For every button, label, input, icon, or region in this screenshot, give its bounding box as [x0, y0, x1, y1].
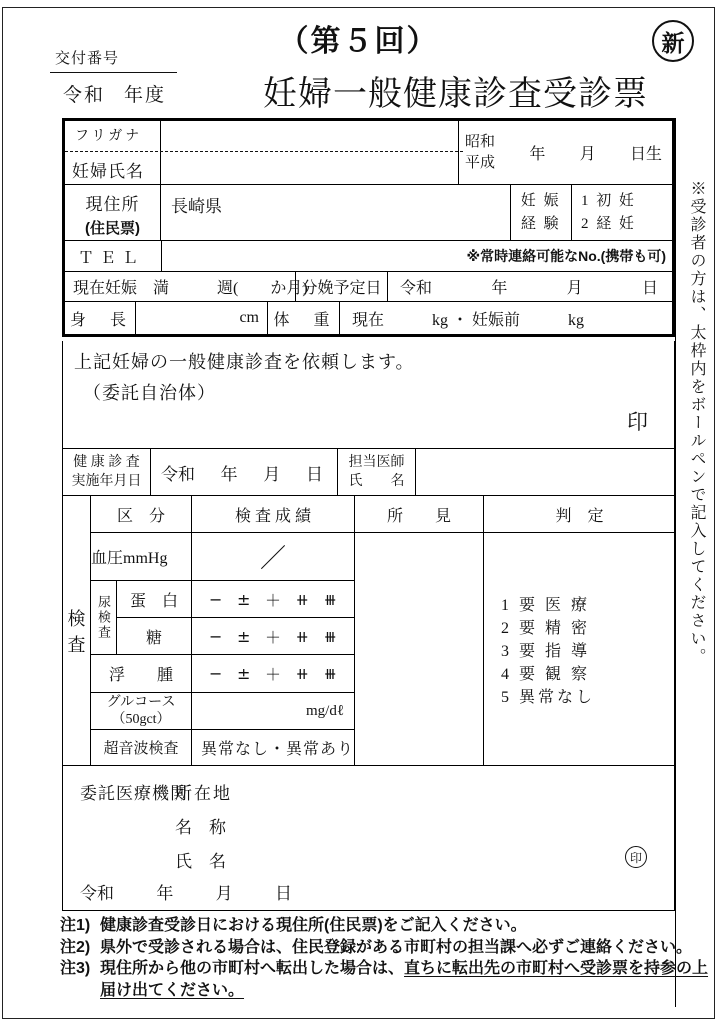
- note-3-text: [100, 958, 712, 1001]
- glucose-label-line1: グルコース: [106, 695, 176, 710]
- tel-label-cell: [65, 241, 162, 271]
- clinic-name-label: 名 称: [175, 818, 226, 837]
- glucose-label-line2: （50gct）: [111, 712, 171, 727]
- edema-scale-cell: [192, 655, 355, 693]
- note-1: [60, 915, 712, 937]
- ultrasound-value: 異常なし・異常あり: [192, 730, 355, 766]
- note-3-main: 現住所から他の市町村へ転出した場合は、: [100, 960, 405, 977]
- weight-fields: 現在 kg ・ 妊娠前 kg: [352, 311, 585, 329]
- glucose-label-cell: [91, 693, 192, 730]
- name-label-cell: [65, 121, 161, 184]
- address-label-cell: [65, 185, 161, 240]
- height-unit: cm: [239, 309, 259, 326]
- scale-minus: −: [209, 626, 223, 646]
- judgement-5: 5 異常なし: [501, 688, 596, 706]
- birth-era-labels: [465, 132, 495, 174]
- weight-label: 体 重: [273, 311, 334, 329]
- experience-option-first: 1 初 妊: [580, 192, 636, 209]
- protein-label: 蛋 白: [117, 581, 192, 618]
- note-1-label: 注1): [60, 917, 91, 934]
- birthdate-cell: [459, 121, 672, 184]
- clinic-label: 委託医療機関: [80, 784, 188, 803]
- header-judgement: 判 定: [484, 496, 676, 533]
- scale-tripleplus: ⧻: [323, 664, 337, 683]
- due-era: 令和: [400, 280, 433, 297]
- side-instruction-column: [675, 118, 715, 1007]
- exam-date-row: [63, 449, 674, 495]
- weight-label-cell: [268, 302, 340, 334]
- sugar-label: 糖: [117, 618, 192, 655]
- exam-results-table: [62, 495, 676, 766]
- clinic-address-label: 所在地: [175, 784, 232, 803]
- exam-date-label-line1: 健 康 診 査: [73, 455, 140, 470]
- clinic-person-label: 氏 名: [175, 852, 226, 871]
- tel-value-cell: [162, 241, 672, 271]
- scale-plus: ＋: [264, 665, 281, 684]
- pregnancy-experience-options-cell: [572, 185, 672, 240]
- scale-tripleplus: ⧻: [323, 589, 337, 609]
- note-3-label: 注3): [60, 960, 91, 977]
- address-prefecture: 長崎県: [171, 197, 223, 216]
- due-date-label-cell: [296, 272, 388, 301]
- scale-plusminus: ±: [237, 589, 251, 609]
- judgement-2: 2 要 精 密: [501, 619, 591, 637]
- due-year: 年: [491, 280, 508, 297]
- scale-minus: −: [209, 589, 223, 609]
- scale-plus: ＋: [264, 590, 281, 610]
- exam-date-label-cell: [63, 449, 151, 495]
- height-label: 身 長: [69, 311, 130, 329]
- note-3-underline: 直ちに転出先の市町村へ受診票を持参の上届け出てください。: [100, 960, 709, 999]
- note-2-text: [100, 937, 712, 959]
- doctor-name-label-cell: [338, 449, 416, 495]
- findings-cell: [355, 533, 484, 766]
- note-2-label: 注2): [60, 938, 91, 956]
- ultrasound-label: 超音波検査: [91, 730, 192, 766]
- clinic-date-month: 月: [215, 884, 233, 903]
- exam-date-day: 日: [305, 464, 323, 484]
- doctor-label-line2: 氏 名: [348, 474, 405, 489]
- exam-date-value-cell: [151, 449, 338, 495]
- gestation-cell: [65, 272, 308, 301]
- footer-notes: [60, 915, 712, 1001]
- pregnancy-experience-label-cell: [511, 185, 572, 240]
- experience-label-line2: 経 験: [520, 215, 561, 232]
- urine-test-label: 尿検査: [96, 595, 111, 640]
- tel-label: ＴＥＬ: [78, 249, 145, 267]
- header-category: 区 分: [91, 496, 192, 533]
- address-sublabel: (住民票): [85, 220, 141, 237]
- birth-year-label: 年: [529, 146, 546, 163]
- urine-test-label-cell: [91, 581, 117, 655]
- protein-scale-cell: [192, 581, 355, 618]
- issue-number-line: [50, 72, 177, 73]
- judgement-4: 4 要 観 察: [501, 665, 591, 683]
- clinic-seal-icon: 印: [625, 846, 647, 868]
- judgement-1: 1 要 医 療: [501, 596, 591, 614]
- due-date-value-cell: [388, 272, 672, 301]
- doctor-name-field: [416, 449, 674, 495]
- name-row: [65, 121, 672, 185]
- applicant-section: [62, 118, 675, 337]
- current-pregnancy-row: [65, 272, 672, 302]
- blood-pressure-value: ／: [192, 533, 355, 581]
- address-row: [65, 185, 672, 241]
- glucose-unit: mg/dℓ: [192, 693, 355, 730]
- tel-row: [65, 241, 672, 272]
- scale-tripleplus: ⧻: [323, 626, 337, 646]
- experience-option-multi: 2 経 妊: [580, 215, 636, 232]
- request-sentence: 上記妊婦の一般健康診査を依頼します。: [74, 352, 415, 372]
- delegating-municipality-label: （委託自治体）: [83, 383, 216, 403]
- scale-doubleplus: ⧺: [295, 589, 309, 609]
- clinic-date-day: 日: [274, 884, 292, 903]
- note-1-main: 健康診査受診日における現住所(住民票)をご記入ください。: [100, 917, 527, 934]
- address-label: 現住所: [85, 195, 140, 214]
- due-date-label: 分娩予定日: [301, 280, 382, 297]
- blood-pressure-label: 血圧mmHg: [91, 533, 192, 581]
- sugar-scale-cell: [192, 618, 355, 655]
- scale-minus: −: [209, 664, 223, 683]
- header-findings: 所 見: [355, 496, 484, 533]
- judgement-3: 3 要 指 導: [501, 642, 591, 660]
- experience-label-line1: 妊 娠: [520, 192, 561, 209]
- side-instruction-text: ※受診者の方は、太枠内をボールペンで記入してください。: [688, 180, 705, 666]
- note-2-main: 県外で受診される場合は、住民登録がある市町村の担当課へ必ずご連絡ください。: [100, 938, 693, 956]
- body-measurement-row: [65, 302, 672, 334]
- clinic-section: [62, 341, 675, 911]
- gestation-label: 現在妊娠 満 週( か月): [73, 280, 308, 297]
- height-value-cell: [136, 302, 268, 334]
- height-label-cell: [65, 302, 136, 334]
- furigana-divider: [65, 151, 463, 152]
- birth-month-label: 月: [579, 146, 596, 163]
- clinic-date-year: 年: [156, 884, 174, 903]
- furigana-label: フリガナ: [75, 129, 143, 144]
- birth-day-label: 日生: [629, 146, 662, 163]
- due-month: 月: [566, 280, 583, 297]
- round-number: （第５回）: [278, 25, 439, 58]
- note-3: [60, 958, 712, 1001]
- header-result: 検 査 成 績: [192, 496, 355, 533]
- contracted-clinic-block: [63, 766, 674, 909]
- issue-number-label: 交付番号: [55, 51, 120, 67]
- fiscal-year-label: 年度: [124, 85, 167, 106]
- edema-label: 浮 腫: [91, 655, 192, 693]
- note-2: [60, 937, 712, 959]
- exam-section-label-cell: [63, 496, 91, 766]
- mother-name-label: 妊婦氏名: [72, 162, 144, 181]
- address-value-cell: [161, 185, 511, 240]
- name-field: [161, 121, 459, 184]
- seal-placeholder: 印: [627, 410, 648, 434]
- era-showa: 昭和: [465, 133, 496, 150]
- tel-note: ※常時連絡可能なNo.(携帯も可): [466, 248, 666, 264]
- due-day: 日: [641, 280, 658, 297]
- scale-doubleplus: ⧺: [295, 626, 309, 646]
- weight-value-cell: [340, 302, 672, 334]
- exam-char-2: 査: [67, 634, 86, 655]
- exam-date-era: 令和: [161, 464, 195, 484]
- scale-plusminus: ±: [237, 626, 251, 646]
- exam-char-1: 検: [67, 608, 86, 629]
- exam-date-month: 月: [263, 464, 281, 484]
- scale-doubleplus: ⧺: [295, 664, 309, 683]
- exam-date-year: 年: [220, 464, 238, 484]
- scale-plus: ＋: [264, 627, 281, 647]
- note-1-text: [100, 915, 712, 937]
- scale-plusminus: ±: [237, 664, 251, 683]
- era-heisei: 平成: [465, 154, 496, 171]
- judgement-cell: [484, 533, 676, 766]
- clinic-date-era: 令和: [80, 884, 114, 903]
- fiscal-year-era: 令和: [63, 85, 106, 106]
- new-badge: 新: [652, 20, 694, 62]
- page-title: 妊婦一般健康診査受診票: [263, 76, 648, 113]
- doctor-label-line1: 担当医師: [348, 455, 405, 470]
- exam-date-label-line2: 実施年月日: [71, 474, 142, 489]
- request-block: [63, 341, 674, 449]
- clinic-date-line: [80, 879, 292, 904]
